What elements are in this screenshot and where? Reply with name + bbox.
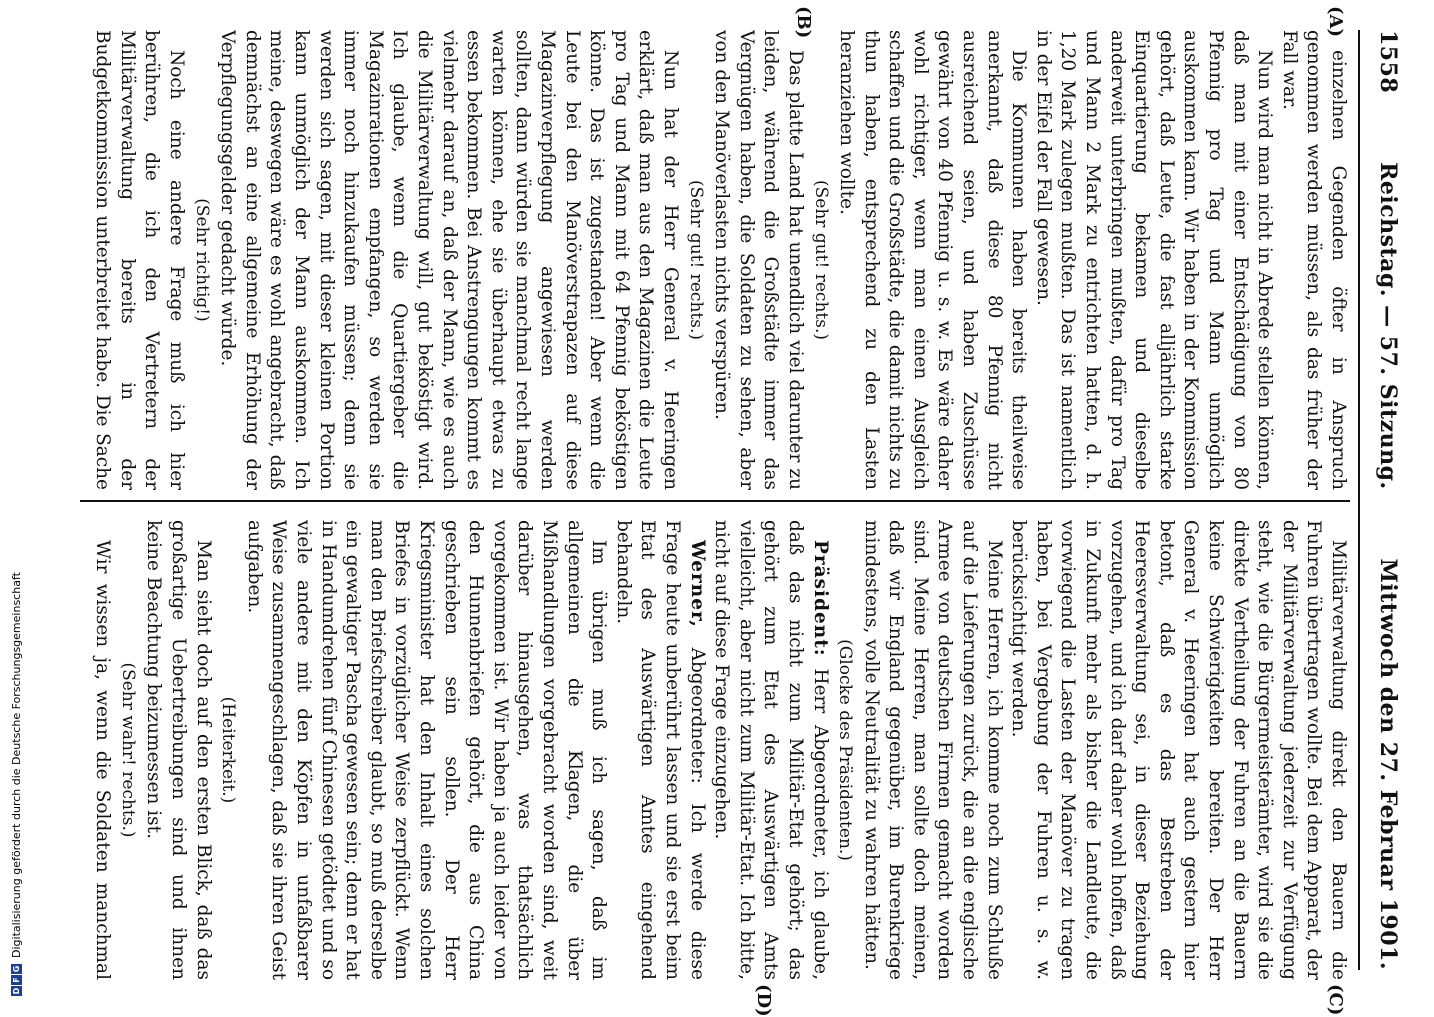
header-title: Reichstag. — 57. Sitzung. — [1375, 162, 1401, 490]
interjection: (Sehr richtig!) — [191, 198, 212, 322]
margin-mark-a: (A) — [1325, 6, 1346, 37]
dfg-logo-letter: D — [11, 987, 21, 995]
margin-mark-c: (C) — [1325, 984, 1346, 1016]
speaker-paragraph — [610, 520, 708, 980]
dfg-logo — [11, 964, 22, 996]
interjection: (Sehr gut! rechts.) — [685, 180, 706, 340]
paragraph: Nun hat der Herr General v. Heeringen erklärt, daß man aus den Magazinen die Leute pro Tag und Mann mit 64 Pfennig beköstigen könne. Das ist zugestanden! Aber wenn die Leute bei den Manöverstrapazen auf diese Magazinverpflegung angewiesen werden sollten, dann würden sie manchmal recht lange warten können, ehe sie überhaupt etwas zu essen bekommen. Bei Anstrengungen kommt es vielmehr darauf an, daß der Mann, wie es auch die Militärverwaltung will, gut beköstigt wird. Ich glaube, wenn die Quartiergeber die Magazinrationen empfangen, so werden sie immer noch hinzukaufen müssen; denn sie werden sich sagen, mit dieser kleinen Portion kann unmöglich der Mann auskommen. Ich meine, deswegen wäre es wohl angebracht, daß demnächst an eine allgemeine Erhöhung der Verpflegungsgelder gedacht würde. — [217, 30, 681, 490]
dfg-logo-letter: G — [11, 965, 21, 973]
interjection: (Sehr wahr! rechts.) — [117, 662, 138, 838]
header-rule — [1358, 30, 1360, 970]
dfg-logo-letter: F — [11, 975, 22, 985]
rotated-page-content — [54, 0, 1434, 1017]
left-column — [90, 30, 1350, 490]
interjection: (Heiterkeit.) — [218, 696, 239, 804]
interjection: (Sehr gut! rechts.) — [810, 180, 831, 340]
running-header — [1358, 30, 1418, 970]
speech-text: Abgeordneter: Ich werde diese Frage heute unberührt lassen und sie erst beim Etat des Auswärtigen Amtes eingehend behandeln. — [612, 520, 708, 980]
paragraph: Noch eine andere Frage muß ich hier berühren, die ich den Vertretern der Militärverwaltung bereits in der Budgetkommission unterbreitet habe. Die Sache — [92, 30, 188, 490]
speaker-label: Präsident: — [809, 540, 831, 657]
paragraph: Man sieht doch auf den ersten Blick, daß das großartige Uebertreibungen sind und ihnen keine Beachtung beizumessen ist. — [143, 520, 214, 980]
speech-text: Herr Abgeordneter, ich glaube, daß das nicht zum Militär-Etat gehört; das gehört zum Etat des Auswärtigen Amts vielleicht, aber nicht zum Militär-Etat. Ich bitte, nicht auf diese Frage einzugehen. — [711, 520, 831, 980]
margin-mark-b: (B) — [793, 6, 814, 39]
right-column — [90, 520, 1350, 980]
speaker-label: Werner, — [686, 540, 708, 628]
paragraph: Wir wissen ja, wenn die Soldaten manchmal — [92, 540, 114, 980]
paragraph: Nun wird man nicht in Abrede stellen können, daß man mit einer Entschädigung von 80 Pfennig pro Tag und Mann unmöglich auskommen kann. Wir haben in der Kommission gehört, daß Leute, die fast alljährlich starke Einquartierung bekamen und dieselbe anderweit unterbringen mußten, dafür pro Tag und Mann 2 Mark zu entrichten hatten, d. h. 1,20 Mark zulegen mußten. Das ist namentlich in der Eifel der Fall gewesen. — [1032, 30, 1276, 490]
funding-note — [8, 0, 24, 996]
header-date: Mittwoch den 27. Februar 1901. — [1375, 558, 1401, 970]
paragraph: einzelnen Gegenden öfter in Anspruch genommen werden müssen, als das früher der Fall war. — [1278, 30, 1349, 490]
paragraph: Das platte Land hat unendlich viel darunter zu leiden, während die Großstädte immer das Vergnügen haben, die Soldaten zu sehen, aber von den Manöverlasten nichts verspüren. — [711, 30, 806, 490]
paragraph: Militärverwaltung direkt den Bauern die Fuhren übertragen wollte. Bei dem Apparat, der der Militärverwaltung jederzeit zur Verfügung steht, wie die Bürgermeisterämter, wird sie die direkte Vertheilung der Fuhren an die Bauern keine Schwierigkeiten bereiten. Der Herr General v. Heeringen hat auch gestern hier betont, daß es das Bestreben der Heeresverwaltung sei, in dieser Beziehung vorzugehen, und ich darf daher wohl hoffen, daß in Zukunft mehr als bisher die Landleute, die vorwiegend die Lasten der Manöver zu tragen haben, bei Vergebung der Fuhren u. s. w. berücksichtigt werden. — [1008, 520, 1349, 980]
page-number: 1558 — [1375, 30, 1401, 94]
funding-text: Digitalisierung gefördert durch die Deutsche Forschungsgemeinschaft — [9, 572, 23, 958]
paragraph: Im übrigen muß ich sagen, daß im allgemeinen die Klagen, die über Mißhandlungen vorgebracht worden sind, weit darüber hinausgehen, was thatsächlich vorgekommen ist. Wir haben ja auch leider von den Hunnenbriefen gehört, die aus China geschrieben sein sollen. Der Herr Kriegsminister hat den Inhalt eines solchen Briefes in vorzüglicher Weise zerpflückt. Wenn man den Briefschreiber glaubt, so muß derselbe ein gewaltiger Pascha gewesen sein; denn er hat in Handumdrehen fünf Chinesen getödtet und so viele andere mit den Köpfen in unfaßbarer Weise zusammengeschlagen, daß sie ihren Geist aufgaben. — [243, 520, 610, 980]
column-divider — [80, 500, 1350, 502]
speaker-paragraph — [709, 520, 832, 980]
paragraph: Die Kommunen haben bereits theilweise anerkannt, daß diese 80 Pfennig nicht ausreichend seien, und haben Zuschüsse gewährt von 40 Pfennig u. s. w. Es wäre daher wohl richtiger, wenn man einen Ausgleich schaffen und die Großstädte, die damit nichts zu thun haben, entsprechend zu den Lasten heranziehen wollte. — [836, 30, 1030, 490]
paragraph: Meine Herren, ich komme noch zum Schluße auf die Lieferungen zurück, die an die englische Armee von deutschen Firmen gemacht worden sind. Meine Herren, man sollte doch meinen, daß wir England gegenüber, im Burenkriege mindestens, volle Neutralität zu wahren hätten. — [860, 520, 1005, 980]
margin-mark-d: (D) — [753, 984, 774, 1017]
interjection: (Glocke des Präsidenten.) — [835, 639, 856, 861]
